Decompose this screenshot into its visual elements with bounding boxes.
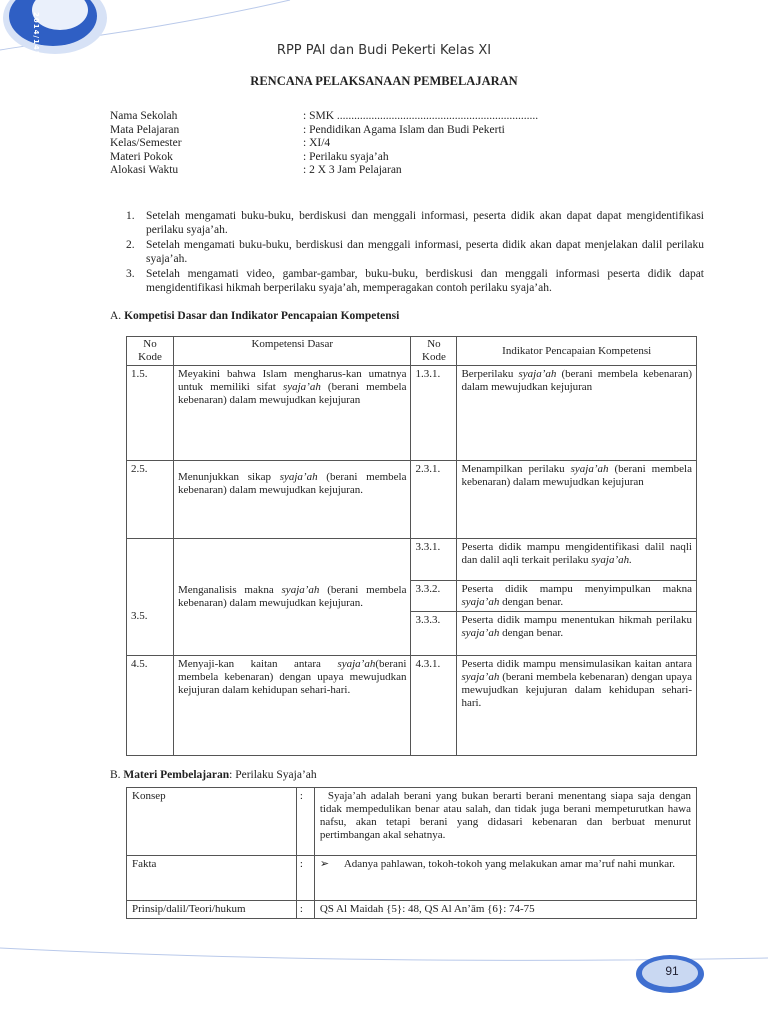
text-part: Peserta didik mampu menyimpulkan makna [461, 583, 692, 595]
kd-code: 4.5. [127, 656, 174, 756]
text-italic: syaja’ah [518, 368, 557, 380]
goal-item [126, 267, 704, 296]
table-header-row [127, 337, 697, 366]
kd-code: 2.5. [127, 461, 174, 539]
footer-decoration [0, 930, 768, 1024]
text-italic: syaja’ah [570, 463, 609, 475]
info-row-school [110, 110, 538, 124]
ind-code: 3.3.1. [411, 539, 457, 581]
col-header-ipk: Indikator Pencapaian Kompetensi [457, 337, 697, 366]
col-header-code: No Kode [127, 337, 174, 366]
table-row [127, 856, 697, 901]
text-italic: syaja’ah [337, 658, 376, 670]
text-part: (berani membela kebenaran) dalam mewujudkan kejujuran [461, 368, 692, 393]
kd-text [173, 539, 411, 656]
text-part: Menganalisis makna [177, 584, 282, 596]
ind-text [457, 612, 697, 656]
text-part: Peserta didik mampu menentukan hikmah perilaku [461, 614, 692, 626]
text-italic: syaja’ah [461, 627, 500, 639]
text-part: (berani membela kebenaran) dengan upaya mewujudkan kejujuran dalam kehidupan sehari-hari. [177, 658, 407, 696]
text-part: dengan benar. [499, 596, 564, 608]
header-decoration [0, 0, 768, 70]
info-key: Mata Pelajaran [110, 123, 180, 136]
mp-value: QS Al Maidah {5}: 48, QS Al An’ām {6}: 74-75 [314, 901, 696, 919]
competency-table [126, 336, 697, 756]
text-part: (berani membela kebenaran) dengan upaya mewujudkan kejujuran dalam kehidupan sehari-hari. [461, 671, 692, 709]
goal-text: Setelah mengamati buku-buku, berdiskusi dan menggali informasi, peserta didik akan dapat menjelakan dalil perilaku syaja’ah. [146, 238, 704, 266]
mp-label: Prinsip/dalil/Teori/hukum [127, 901, 297, 919]
text-part: Meyakini bahwa Islam mengharus-kan umatnya untuk memiliki sifat [177, 368, 407, 393]
ind-text [457, 461, 697, 539]
ind-code: 3.3.2. [411, 581, 457, 612]
text-part: Peserta didik mampu mengidentifikasi dalil naqli dan dalil aqli terkait perilaku [461, 541, 692, 566]
logo-text: 2014/145 [32, 12, 40, 57]
info-value: : SMK ...................................................................... [303, 110, 539, 122]
kd-text [173, 366, 411, 461]
section-a-heading [110, 310, 399, 322]
text-part: (berani membela kebenaran) dalam mewujudkan kejujuran [177, 381, 407, 406]
ind-code: 4.3.1. [411, 656, 457, 756]
text-part: Berperilaku [461, 368, 519, 380]
text-part: Peserta didik mampu mensimulasikan kaitan antara [461, 658, 692, 670]
info-value: : Pendidikan Agama Islam dan Budi Pekerti [303, 123, 505, 136]
bullet-icon: ➢ [319, 858, 330, 870]
bullet-item [320, 858, 691, 871]
table-row [127, 461, 697, 539]
info-key: Alokasi Waktu [110, 164, 179, 177]
section-title: Kompetisi Dasar dan Indikator Pencapaian Kompetensi [124, 310, 400, 322]
identity-block [110, 110, 538, 178]
ind-code: 1.3.1. [411, 366, 457, 461]
mp-label: Konsep [127, 788, 297, 856]
text-italic: syaja’ah [279, 471, 318, 483]
text-part: (berani membela kebenaran) dalam mewujudkan kejujuran [461, 463, 692, 488]
goal-number: 2. [126, 238, 135, 251]
text-part: (berani membela kebenaran) dalam mewujudkan kejujuran. [177, 471, 407, 496]
info-row-subject [110, 124, 538, 138]
materials-table [126, 787, 697, 919]
goal-number: 1. [126, 210, 135, 222]
ind-code: 3.3.3. [411, 612, 457, 656]
table-row [127, 901, 697, 919]
info-value: : Perilaku syaja’ah [303, 150, 389, 163]
text-italic: syaja’ah [461, 671, 500, 683]
info-value: : XI/4 [303, 137, 331, 150]
kd-text [173, 656, 411, 756]
section-b-heading [110, 769, 317, 781]
section-subtitle: : Perilaku Syaja’ah [229, 769, 317, 781]
code-text: 3.5. [131, 609, 148, 622]
section-letter: B. [110, 769, 121, 781]
text-part: dengan benar. [499, 627, 564, 639]
text-italic: syaja’ah [282, 381, 321, 393]
table-row [127, 539, 697, 581]
text-italic: syaja’ah [461, 596, 500, 608]
header-title: RPP PAI dan Budi Pekerti Kelas XI [276, 43, 492, 58]
text-part: Menunjukkan sikap [177, 471, 280, 483]
kd-code [127, 539, 174, 656]
goal-number: 3. [126, 267, 135, 280]
ind-text [457, 539, 697, 581]
goal-item [126, 209, 704, 238]
mp-value: Syaja’ah adalah berani yang bukan berarti berani menentang siapa saja dengan tidak mempedulikan benar atau salah, dan tidak juga berani mempeturutkan hawa nafsu, akan tetapi berani yang didasari kebenaran dan berbuat menurut pertimbangan akal sehatnya. [314, 788, 696, 856]
document-title: RENCANA PELAKSANAAN PEMBELAJARAN [250, 74, 518, 88]
table-row [127, 788, 697, 856]
kd-code: 1.5. [127, 366, 174, 461]
section-letter: A. [110, 310, 122, 322]
col-header-code2: No Kode [411, 337, 457, 366]
table-row [127, 656, 697, 756]
info-key: Materi Pokok [110, 150, 173, 163]
goal-text: Setelah mengamati buku-buku, berdiskusi dan menggali informasi, peserta didik akan dapat dapat mengidentifikasi perilaku syaja’ah. [146, 210, 704, 237]
text-italic: syaja’ah. [591, 554, 632, 566]
text-part: (berani membela kebenaran) dalam mewujudkan kejujuran. [177, 584, 407, 609]
mp-label: Fakta [127, 856, 297, 901]
mp-colon: : [296, 856, 314, 901]
section-title: Materi Pembelajaran [123, 769, 230, 781]
info-key: Kelas/Semester [110, 137, 182, 150]
info-key: Nama Sekolah [110, 110, 178, 122]
learning-goals [126, 209, 704, 295]
ind-text [457, 581, 697, 612]
ind-code: 2.3.1. [411, 461, 457, 539]
kd-text [173, 461, 411, 539]
info-value: : 2 X 3 Jam Pelajaran [303, 164, 402, 177]
col-header-kd: Kompetensi Dasar [173, 337, 411, 366]
goal-text: Setelah mengamati video, gambar-gambar, buku-buku, berdiskusi dan menggali informasi peserta didik dapat mengidentifikasi hikmah berperilaku syaja’ah, memperagakan contoh perilaku syaja’ah. [146, 267, 704, 295]
info-row-class [110, 137, 538, 151]
ind-text [457, 656, 697, 756]
info-row-time [110, 164, 538, 178]
mp-value [314, 856, 696, 901]
info-row-topic [110, 151, 538, 165]
mp-colon: : [296, 901, 314, 919]
text-italic: syaja’ah [281, 584, 320, 596]
text-part: Menyaji-kan kaitan antara [177, 658, 338, 670]
mp-colon: : [296, 788, 314, 856]
goal-item [126, 238, 704, 267]
page-number: 91 [665, 964, 679, 978]
bullet-text: Adanya pahlawan, tokoh-tokoh yang melakukan amar ma’ruf nahi munkar. [343, 858, 675, 870]
text-part: Menampilkan perilaku [461, 463, 571, 475]
table-row [127, 366, 697, 461]
ind-text [457, 366, 697, 461]
